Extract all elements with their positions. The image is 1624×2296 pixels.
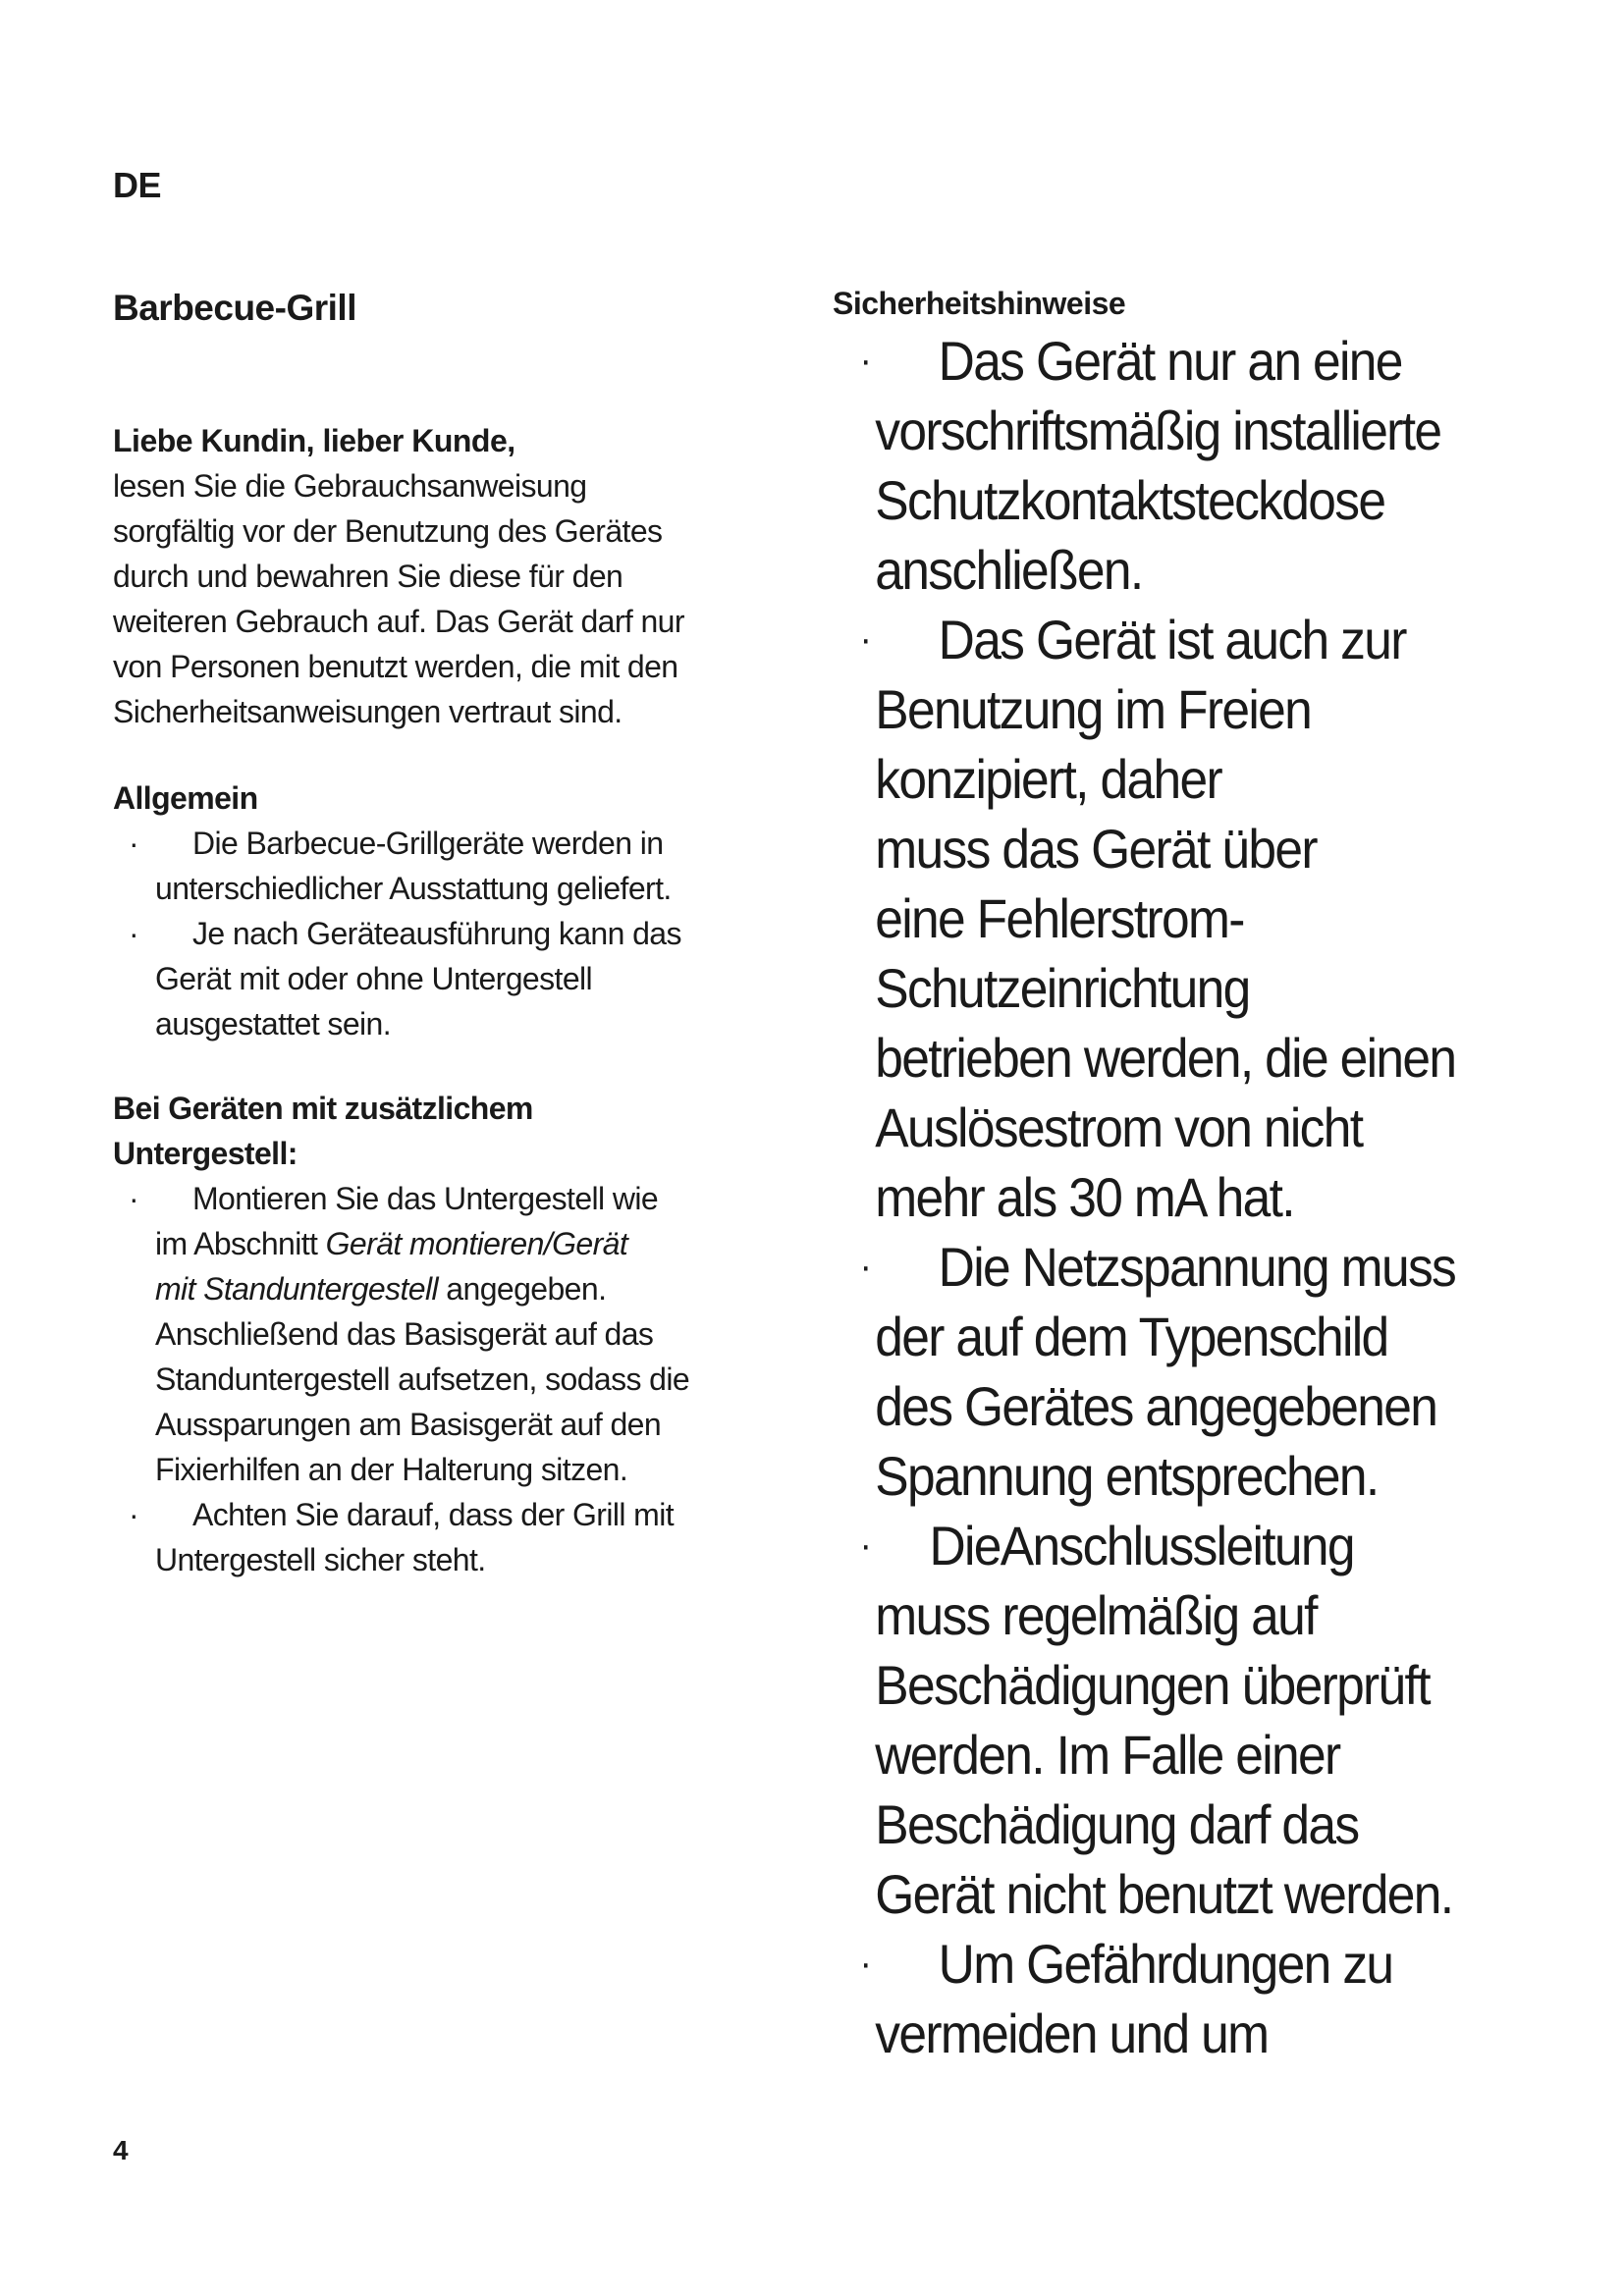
list-item-line: Montieren Sie das Untergestell wie: [192, 1181, 659, 1216]
list-item-line: Schutzeinrichtung: [875, 957, 1250, 1019]
intro-line: von Personen benutzt werden, die mit den: [113, 649, 678, 684]
list-item-line: vermeiden und um: [875, 2002, 1269, 2064]
bullet-icon: ·: [859, 617, 871, 661]
list-item: [833, 605, 1543, 1232]
list-item-line: Das Gerät ist auch zur: [938, 609, 1406, 670]
list-item-line: [155, 1266, 790, 1311]
list-item: [833, 326, 1543, 605]
list-item-line: Je nach Geräteausführung kann das: [192, 916, 681, 951]
intro-line: durch und bewahren Sie diese für den: [113, 559, 623, 594]
list-item-line: Aussparungen am Basisgerät auf den: [155, 1407, 662, 1442]
list-item-line: Untergestell sicher steht.: [155, 1542, 486, 1577]
list-item: [113, 1492, 790, 1582]
section-heading-line: Bei Geräten mit zusätzlichem: [113, 1091, 533, 1126]
list-item-line: Benutzung im Freien: [875, 678, 1312, 740]
intro-line: weiteren Gebrauch auf. Das Gerät darf nur: [113, 604, 684, 639]
list-item: [113, 1176, 790, 1492]
left-column: [113, 285, 790, 1582]
list-item-line: Gerät mit oder ohne Untergestell: [155, 961, 593, 996]
page-number: 4: [113, 2135, 129, 2165]
list-item-line: Auslösestrom von nicht: [875, 1096, 1363, 1158]
language-code: DE: [113, 165, 162, 205]
bullet-icon: ·: [129, 826, 139, 861]
section-heading-safety: Sicherheitshinweise: [833, 286, 1126, 321]
list-item-line: [155, 1221, 790, 1266]
intro-line: lesen Sie die Gebrauchsanweisung: [113, 468, 587, 504]
list-item-line: vorschriftsmäßig installierte: [875, 400, 1441, 461]
list-item: [113, 911, 790, 1046]
text-run: im Abschnitt: [155, 1226, 326, 1261]
list-item-line: DieAnschlussleitung: [929, 1515, 1354, 1576]
intro-line: Sicherheitsanweisungen vertraut sind.: [113, 694, 623, 729]
list-item-line: muss regelmäßig auf: [875, 1584, 1317, 1646]
bullet-icon: ·: [859, 1942, 871, 1985]
general-list: [113, 821, 790, 1046]
text-run: angegeben.: [438, 1271, 607, 1307]
bullet-icon: ·: [129, 916, 139, 951]
list-item-line: anschließen.: [875, 539, 1143, 601]
bullet-icon: ·: [859, 339, 871, 382]
section-heading-line: Untergestell:: [113, 1136, 298, 1171]
list-item-line: Schutzkontaktsteckdose: [875, 469, 1385, 531]
list-item-line: Um Gefährdungen zu: [938, 1933, 1393, 1995]
list-item-line: Achten Sie darauf, dass der Grill mit: [192, 1497, 675, 1532]
list-item: [833, 1511, 1543, 1929]
list-item-line: mehr als 30 mA hat.: [875, 1166, 1294, 1228]
list-item: [113, 821, 790, 911]
list-item: [833, 1929, 1543, 2068]
list-item-line: konzipiert, daher: [875, 748, 1221, 810]
document-title: Barbecue-Grill: [113, 288, 356, 328]
list-item-line: des Gerätes angegebenen: [875, 1375, 1437, 1437]
list-item-line: Beschädigungen überprüft: [875, 1654, 1430, 1716]
list-item-line: unterschiedlicher Ausstattung geliefert.: [155, 871, 672, 906]
list-item-line: Das Gerät nur an eine: [938, 330, 1402, 392]
list-item-line: Spannung entsprechen.: [875, 1445, 1379, 1507]
section-reference: Gerät montieren/Gerät: [325, 1226, 628, 1261]
greeting: Liebe Kundin, lieber Kunde,: [113, 423, 515, 458]
bullet-icon: ·: [129, 1181, 139, 1216]
section-heading-general: Allgemein: [113, 780, 258, 816]
list-item-line: Anschließend das Basisgerät auf das: [155, 1316, 654, 1352]
right-column: [833, 281, 1520, 2068]
list-item-line: betrieben werden, die einen: [875, 1027, 1456, 1089]
intro-line: sorgfältig vor der Benutzung des Gerätes: [113, 513, 663, 549]
list-item-line: muss das Gerät über: [875, 818, 1317, 880]
list-item-line: Fixierhilfen an der Halterung sitzen.: [155, 1452, 628, 1487]
intro-paragraph: [113, 463, 790, 734]
list-item-line: Die Netzspannung muss: [938, 1236, 1456, 1298]
bullet-icon: ·: [859, 1245, 871, 1288]
list-item-line: eine Fehlerstrom-: [875, 887, 1244, 949]
list-item-line: Standuntergestell aufsetzen, sodass die: [155, 1362, 690, 1397]
safety-list: [833, 326, 1520, 2068]
list-item-line: werden. Im Falle einer: [875, 1724, 1340, 1786]
section-heading-stand: [113, 1086, 790, 1176]
bullet-icon: ·: [129, 1497, 139, 1532]
list-item-line: Gerät nicht benutzt werden.: [875, 1863, 1453, 1925]
list-item-line: Die Barbecue-Grillgeräte werden in: [192, 826, 664, 861]
list-item-line: der auf dem Typenschild: [875, 1306, 1388, 1367]
stand-list: [113, 1176, 790, 1582]
section-reference: mit Standuntergestell: [155, 1271, 439, 1307]
bullet-icon: ·: [859, 1523, 871, 1567]
list-item-line: ausgestattet sein.: [155, 1006, 392, 1041]
list-item-line: Beschädigung darf das: [875, 1793, 1359, 1855]
list-item: [833, 1232, 1543, 1511]
